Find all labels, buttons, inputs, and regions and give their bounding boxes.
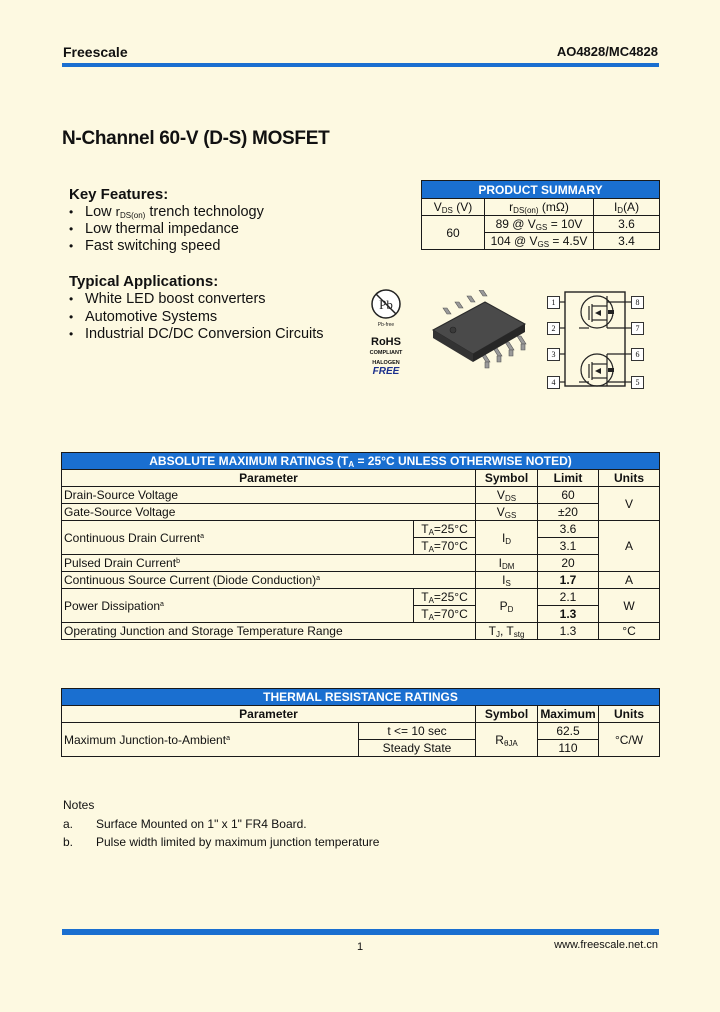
list-item: • Industrial DC/DC Conversion Circuits (69, 326, 324, 344)
product-summary-title: PRODUCT SUMMARY (422, 181, 660, 199)
col-header-units: Units (599, 470, 660, 487)
notes-heading: Notes (63, 798, 95, 812)
thermal-title: THERMAL RESISTANCE RATINGS (62, 689, 660, 706)
col-header-limit: Limit (538, 470, 599, 487)
list-item: • Fast switching speed (69, 238, 264, 256)
pinout-diagram (545, 288, 645, 388)
table-row: Continuous Drain Current$^a$ $T_A=25^\circ C$ $I_D$ 3.6 A (62, 521, 660, 538)
page-number: 1 (357, 941, 364, 953)
absolute-maximum-ratings-table (61, 452, 660, 640)
pin-label: 2 (547, 322, 560, 335)
pin-label: 5 (631, 376, 644, 389)
pin-label: 8 (631, 296, 644, 309)
list-item: • Low thermal impedance (69, 221, 264, 239)
pin-label: 4 (547, 376, 560, 389)
rohs-halogen: HALOGEN (372, 360, 400, 366)
pin-label: 6 (631, 348, 644, 361)
table-row: Operating Junction and Storage Temperature Range $T_J$, $T_{stg}$ 1.3 °C (62, 623, 660, 640)
pb-free-icon (360, 285, 412, 327)
col-header-parameter: Parameter (62, 706, 476, 723)
rds-value: 104 @ $V_{GS} = 4.5V$ (485, 233, 594, 250)
rohs-compliant: COMPLIANT (369, 350, 403, 356)
col-header-maximum: Maximum (538, 706, 599, 723)
col-header-units: Units (599, 706, 660, 723)
table-row: Steady State 110 (62, 740, 660, 757)
note-item: a. Surface Mounted on 1" x 1" FR4 Board. (63, 817, 307, 831)
rohs-free: FREE (372, 366, 400, 377)
typical-applications-heading: Typical Applications: (69, 273, 219, 290)
page-title: N-Channel 60-V (D-S) MOSFET (62, 128, 330, 149)
table-row: Pulsed Drain Current$^b$ $I_{DM}$ 20 (62, 555, 660, 572)
list-item: • Automotive Systems (69, 309, 324, 327)
key-features-heading: Key Features: (69, 186, 169, 203)
footer-rule (62, 929, 659, 935)
table-row: Drain-Source Voltage $V_{DS}$ 60 V (62, 487, 660, 504)
rohs-badge (360, 285, 412, 380)
id-value: 3.6 (594, 216, 660, 233)
col-header-parameter: Parameter (62, 470, 476, 487)
part-number: AO4828/MC4828 (556, 44, 658, 59)
vds-value: 60 (422, 216, 485, 250)
svg-text:Pb-free: Pb-free (377, 322, 395, 327)
svg-text:Pb: Pb (379, 297, 393, 312)
col-header-id: $I_D(A)$ (594, 199, 660, 216)
table-row: Continuous Source Current (Diode Conduction)$^a$ $I_S$ 1.7 A (62, 572, 660, 589)
typical-applications-list (69, 291, 324, 344)
pin-label: 7 (631, 322, 644, 335)
table-row: Maximum Junction-to-Ambient$^a$ t <= 10 sec $R_{\theta JA}$ 62.5 °C/W (62, 723, 660, 740)
key-features-list (69, 203, 264, 256)
table-row: Gate-Source Voltage $V_{GS}$ ±20 (62, 504, 660, 521)
rds-value: 89 @ $V_{GS} = 10V$ (485, 216, 594, 233)
pin-label: 1 (547, 296, 560, 309)
note-item: b. Pulse width limited by maximum junction temperature (63, 835, 380, 849)
id-value: 3.4 (594, 233, 660, 250)
table-row: $T_A=70^\circ C$ 1.3 (62, 606, 660, 623)
list-item: • Low $r_{DS(on)}$ trench technology (69, 203, 264, 221)
table-row: Power Dissipation$^a$ $T_A=25^\circ C$ $P_D$ 2.1 W (62, 589, 660, 606)
brand-name: Freescale (63, 44, 128, 60)
product-summary-table (421, 180, 660, 250)
rohs-title: RoHS (371, 336, 401, 348)
pin-label: 3 (547, 348, 560, 361)
so8-package-icon (425, 290, 540, 378)
col-header-symbol: Symbol (476, 470, 538, 487)
list-item: • White LED boost converters (69, 291, 324, 309)
website-link[interactable]: www.freescale.net.cn (554, 939, 658, 951)
thermal-resistance-table (61, 688, 660, 757)
dual-mosfet-symbol-icon (545, 288, 645, 388)
col-header-vds: $V_{DS}$ (V) (422, 199, 485, 216)
header-rule (62, 63, 659, 67)
table-row: $T_A=70^\circ C$ 3.1 (62, 538, 660, 555)
abs-max-title: ABSOLUTE MAXIMUM RATINGS ($T_A = 25^\circ C$ UNLESS OTHERWISE NOTED) (62, 453, 660, 470)
col-header-rds: $r_{DS(on)}$ (mΩ) (485, 199, 594, 216)
col-header-symbol: Symbol (476, 706, 538, 723)
